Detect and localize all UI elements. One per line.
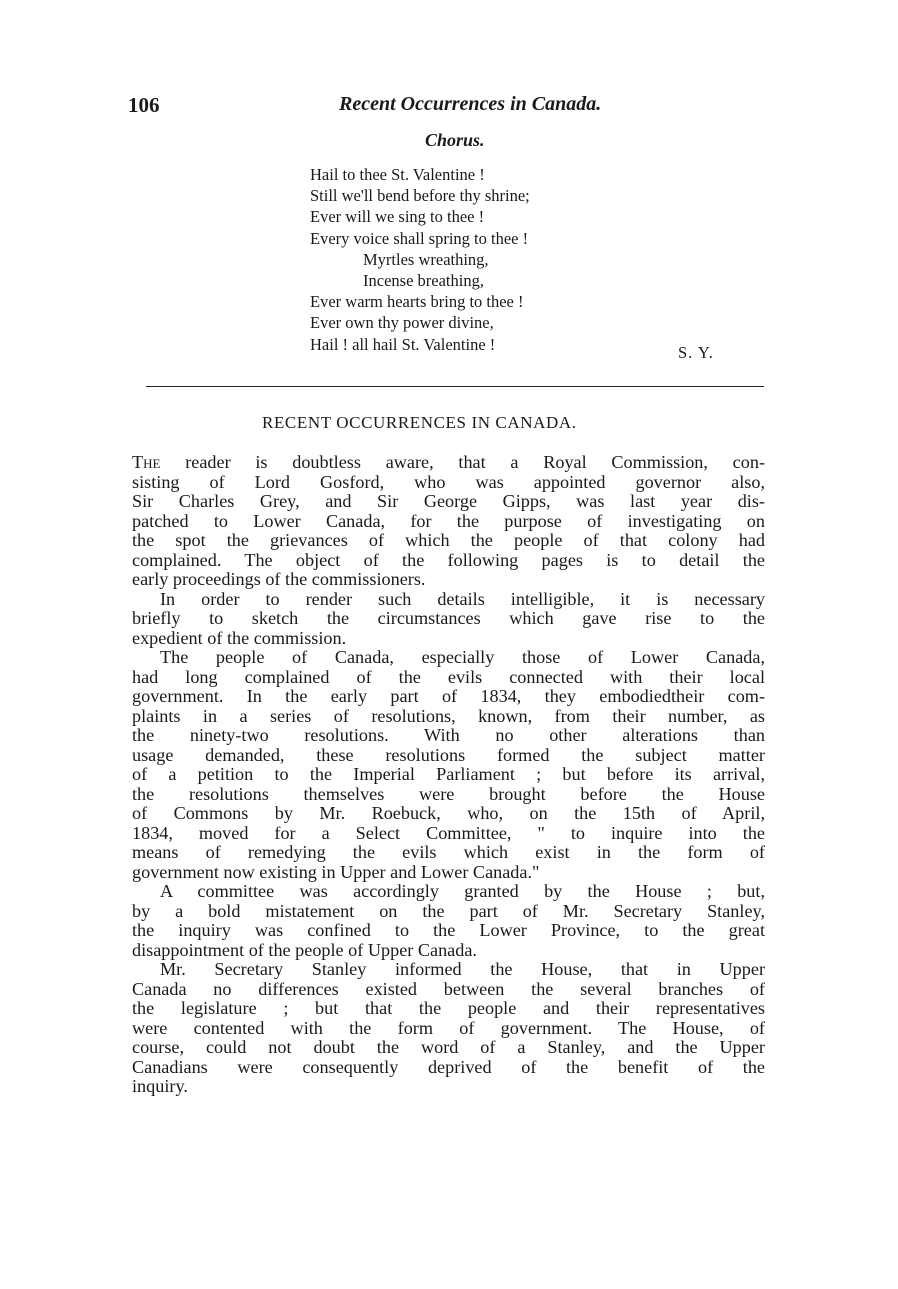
text-line: briefly to sketch the circumstances which gave rise to the xyxy=(132,608,765,628)
text-line: disappointment of the people of Upper Canada. xyxy=(132,939,477,960)
text-line: the ninety-two resolutions. With no other alterations than xyxy=(132,725,765,745)
text-line: means of remedying the evils which exist in the form of xyxy=(132,842,765,862)
text-line: plaints in a series of resolutions, known, from their number, as xyxy=(132,705,765,726)
poem-line: Every voice shall spring to thee ! xyxy=(310,228,529,248)
text-line: by a bold mistatement on the part of Mr. Secretary Stanley, xyxy=(132,900,765,921)
poem-line: Hail to thee St. Valentine ! xyxy=(310,165,485,184)
poem-line: Still we'll bend before thy shrine; xyxy=(310,186,530,206)
text-line: government now existing in Upper and Lower Canada." xyxy=(132,861,540,882)
text-line: Canadians were consequently deprived of the benefit of the xyxy=(132,1056,765,1077)
text-line: the inquiry was confined to the Lower Province, to the great xyxy=(132,920,765,940)
poem-line: Myrtles wreathing, xyxy=(363,249,489,269)
text-line: government. In the early part of 1834, they embodiedtheir com- xyxy=(132,686,765,706)
text-line: 1834, moved for a Select Committee, " to inquire into the xyxy=(132,822,765,843)
poem-line: Hail ! all hail St. Valentine ! xyxy=(310,334,496,354)
text-line: Sir Charles Grey, and Sir George Gipps, was last year dis- xyxy=(132,491,765,511)
text-line-rest: reader is doubtless aware, that a Royal Commission, con- xyxy=(160,452,765,472)
text-line: the spot the grievances of which the people of that colony had xyxy=(132,530,765,550)
text-line: the legislature ; but that the people and their representatives xyxy=(132,998,765,1018)
running-title: Recent Occurrences in Canada. xyxy=(339,93,602,115)
text-line: expedient of the commission. xyxy=(132,627,347,648)
poem-heading: Chorus. xyxy=(425,130,485,150)
text-line: patched to Lower Canada, for the purpose of investigating on xyxy=(132,510,765,531)
text-line: usage demanded, these resolutions formed the subject matter xyxy=(132,744,765,765)
section-divider xyxy=(146,386,764,387)
text-line: In order to render such details intelligible, it is necessary xyxy=(160,588,765,609)
poem-line: Ever warm hearts bring to thee ! xyxy=(310,292,524,312)
text-line: the resolutions themselves were brought before the House xyxy=(132,783,765,804)
text-line: inquiry. xyxy=(132,1076,188,1096)
article-title: RECENT OCCURRENCES IN CANADA. xyxy=(262,413,577,432)
text-line: of Commons by Mr. Roebuck, who, on the 15th of April, xyxy=(132,803,765,823)
page-number: 106 xyxy=(128,93,160,117)
text-line: had long complained of the evils connected with their local xyxy=(132,666,765,687)
poem-block xyxy=(310,164,690,355)
poem-line: Ever own thy power divine, xyxy=(310,313,494,333)
text-line: course, could not doubt the word of a Stanley, and the Upper xyxy=(132,1037,765,1057)
text-line: of a petition to the Imperial Parliament ; but before its arrival, xyxy=(132,764,765,784)
text-line: The people of Canada, especially those of Lower Canada, xyxy=(160,647,765,667)
text-line: Mr. Secretary Stanley informed the House, that in Upper xyxy=(160,959,765,979)
text-line: A committee was accordingly granted by the House ; but, xyxy=(160,881,765,901)
poem-line: Ever will we sing to thee ! xyxy=(310,207,485,227)
text-line: were contented with the form of government. The House, of xyxy=(132,1017,765,1038)
drop-word: The xyxy=(132,452,161,472)
text-line: complained. The object of the following pages is to detail the xyxy=(132,549,765,570)
text-line xyxy=(132,453,765,473)
poem-signature: S. Y. xyxy=(678,343,714,362)
article-body xyxy=(132,453,765,1097)
text-line: sisting of Lord Gosford, who was appointed governor also, xyxy=(132,471,765,492)
poem-line: Incense breathing, xyxy=(363,270,484,290)
text-line: early proceedings of the commissioners. xyxy=(132,569,426,589)
text-line: Canada no differences existed between the several branches of xyxy=(132,978,765,999)
